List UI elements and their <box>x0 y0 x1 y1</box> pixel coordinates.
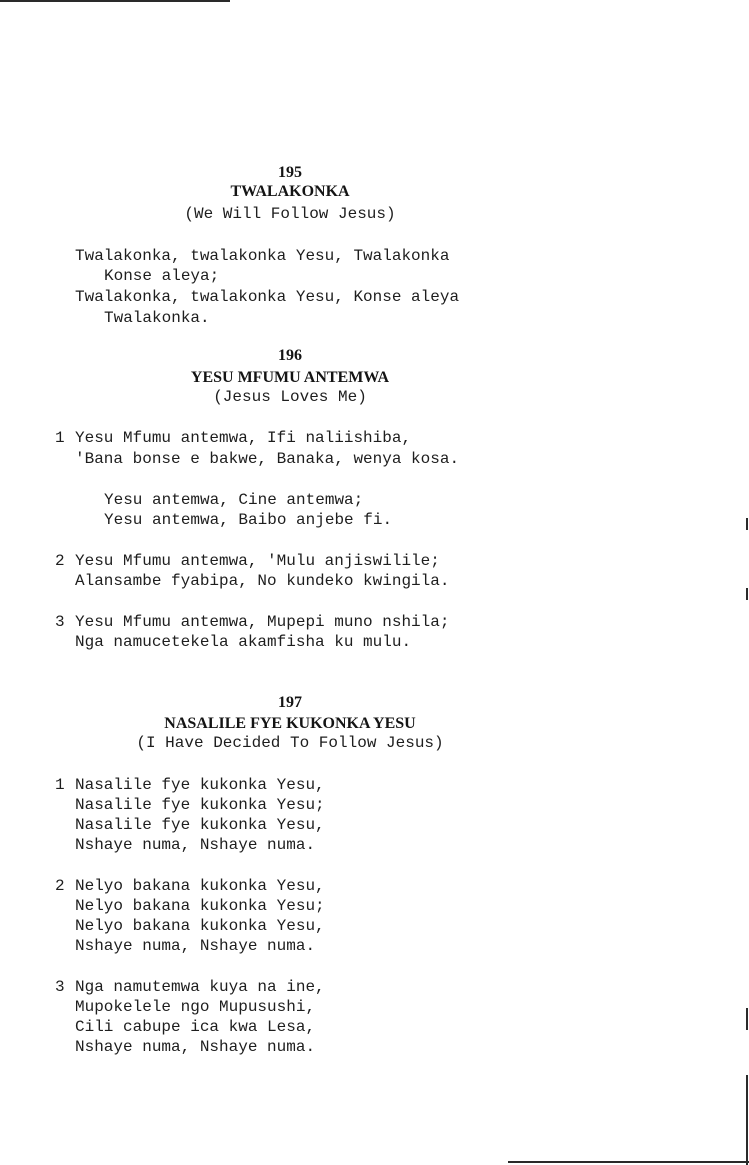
hymn-line: Konse aleya; <box>104 267 220 285</box>
hymn-title: TWALAKONKA <box>230 183 350 200</box>
hymn-subtitle: (We Will Follow Jesus) <box>184 205 396 223</box>
chorus-line: Yesu antemwa, Cine antemwa; <box>104 491 364 509</box>
verse-line: Yesu Mfumu antemwa, Mupepi muno nshila; <box>75 613 450 631</box>
verse-line: Nga namucetekela akamfisha ku mulu. <box>75 633 412 651</box>
hymn-number: 195 <box>278 164 302 181</box>
verse-line: Nshaye numa, Nshaye numa. <box>75 1038 316 1056</box>
verse-line: Nelyo bakana kukonka Yesu; <box>75 897 325 915</box>
verse-number: 3 <box>55 613 65 631</box>
hymn-number: 197 <box>278 694 302 711</box>
verse-line: Nshaye numa, Nshaye numa. <box>75 836 316 854</box>
chorus-line: Yesu antemwa, Baibo anjebe fi. <box>104 511 393 529</box>
verse-line: Yesu Mfumu antemwa, Ifi naliishiba, <box>75 429 412 447</box>
verse-number: 1 <box>55 776 65 794</box>
hymn-number: 196 <box>278 347 302 364</box>
verse-number: 2 <box>55 552 65 570</box>
verse-line: Nasalile fye kukonka Yesu, <box>75 776 325 794</box>
verse-number: 2 <box>55 877 65 895</box>
verse-line: Nga namutemwa kuya na ine, <box>75 978 325 996</box>
edge-mark <box>746 518 748 530</box>
verse-number: 3 <box>55 978 65 996</box>
hymn-line: Twalakonka, twalakonka Yesu, Konse aleya <box>75 288 460 306</box>
edge-mark <box>746 1075 748 1165</box>
hymn-title: YESU MFUMU ANTEMWA <box>190 369 390 386</box>
edge-mark <box>746 1008 748 1030</box>
edge-mark <box>746 588 748 600</box>
verse-number: 1 <box>55 429 65 447</box>
verse-line: Nshaye numa, Nshaye numa. <box>75 937 316 955</box>
hymn-subtitle: (I Have Decided To Follow Jesus) <box>136 734 444 752</box>
verse-line: Nasalile fye kukonka Yesu, <box>75 816 325 834</box>
top-edge-rule <box>0 0 230 2</box>
verse-line: Nasalile fye kukonka Yesu; <box>75 796 325 814</box>
verse-line: Cili cabupe ica kwa Lesa, <box>75 1018 316 1036</box>
hymn-subtitle: (Jesus Loves Me) <box>213 388 367 406</box>
verse-line: Alansambe fyabipa, No kundeko kwingila. <box>75 572 450 590</box>
verse-line: 'Bana bonse e bakwe, Banaka, wenya kosa. <box>75 450 460 468</box>
verse-line: Nelyo bakana kukonka Yesu, <box>75 917 325 935</box>
verse-line: Yesu Mfumu antemwa, 'Mulu anjiswilile; <box>75 552 440 570</box>
verse-line: Mupokelele ngo Mupusushi, <box>75 998 316 1016</box>
hymn-line: Twalakonka, twalakonka Yesu, Twalakonka <box>75 247 450 265</box>
verse-line: Nelyo bakana kukonka Yesu, <box>75 877 325 895</box>
bottom-edge-rule <box>508 1161 749 1163</box>
hymn-title: NASALILE FYE KUKONKA YESU <box>164 715 416 732</box>
hymn-line: Twalakonka. <box>104 309 210 327</box>
